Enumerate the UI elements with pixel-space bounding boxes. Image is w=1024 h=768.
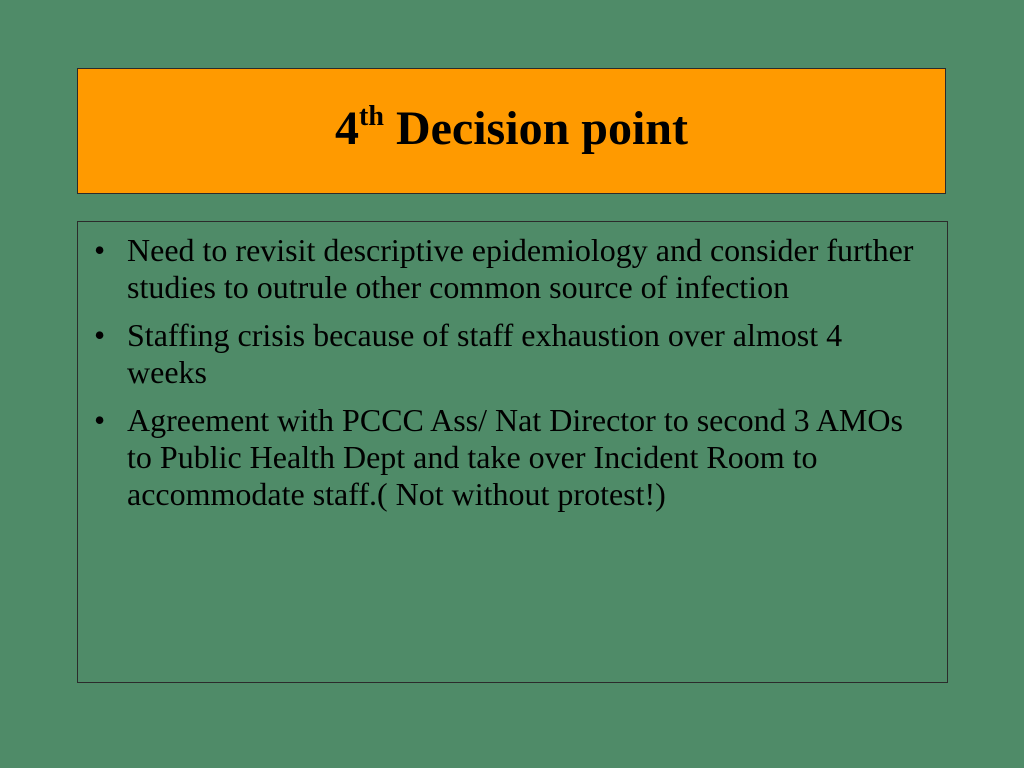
bullet-text: Agreement with PCCC Ass/ Nat Director to second 3 AMOs to Public Health Dept and take over Incident Room to accommodate staff.( Not without protest!) (127, 402, 903, 512)
bullet-list (78, 222, 947, 513)
bullet-item (90, 232, 917, 306)
bullet-text: Staffing crisis because of staff exhaustion over almost 4 weeks (127, 317, 843, 390)
title-box (77, 68, 946, 194)
title-superscript: th (359, 101, 384, 132)
content-box (77, 221, 948, 683)
title-number: 4 (335, 102, 360, 155)
bullet-item (90, 317, 917, 391)
slide-title (335, 101, 688, 155)
bullet-item (90, 402, 917, 513)
bullet-marker: • (94, 317, 106, 353)
bullet-text: Need to revisit descriptive epidemiology and consider further studies to outrule other common source of infection (127, 232, 914, 305)
title-text: Decision point (395, 102, 688, 155)
bullet-marker: • (94, 232, 106, 268)
bullet-marker: • (94, 402, 106, 438)
